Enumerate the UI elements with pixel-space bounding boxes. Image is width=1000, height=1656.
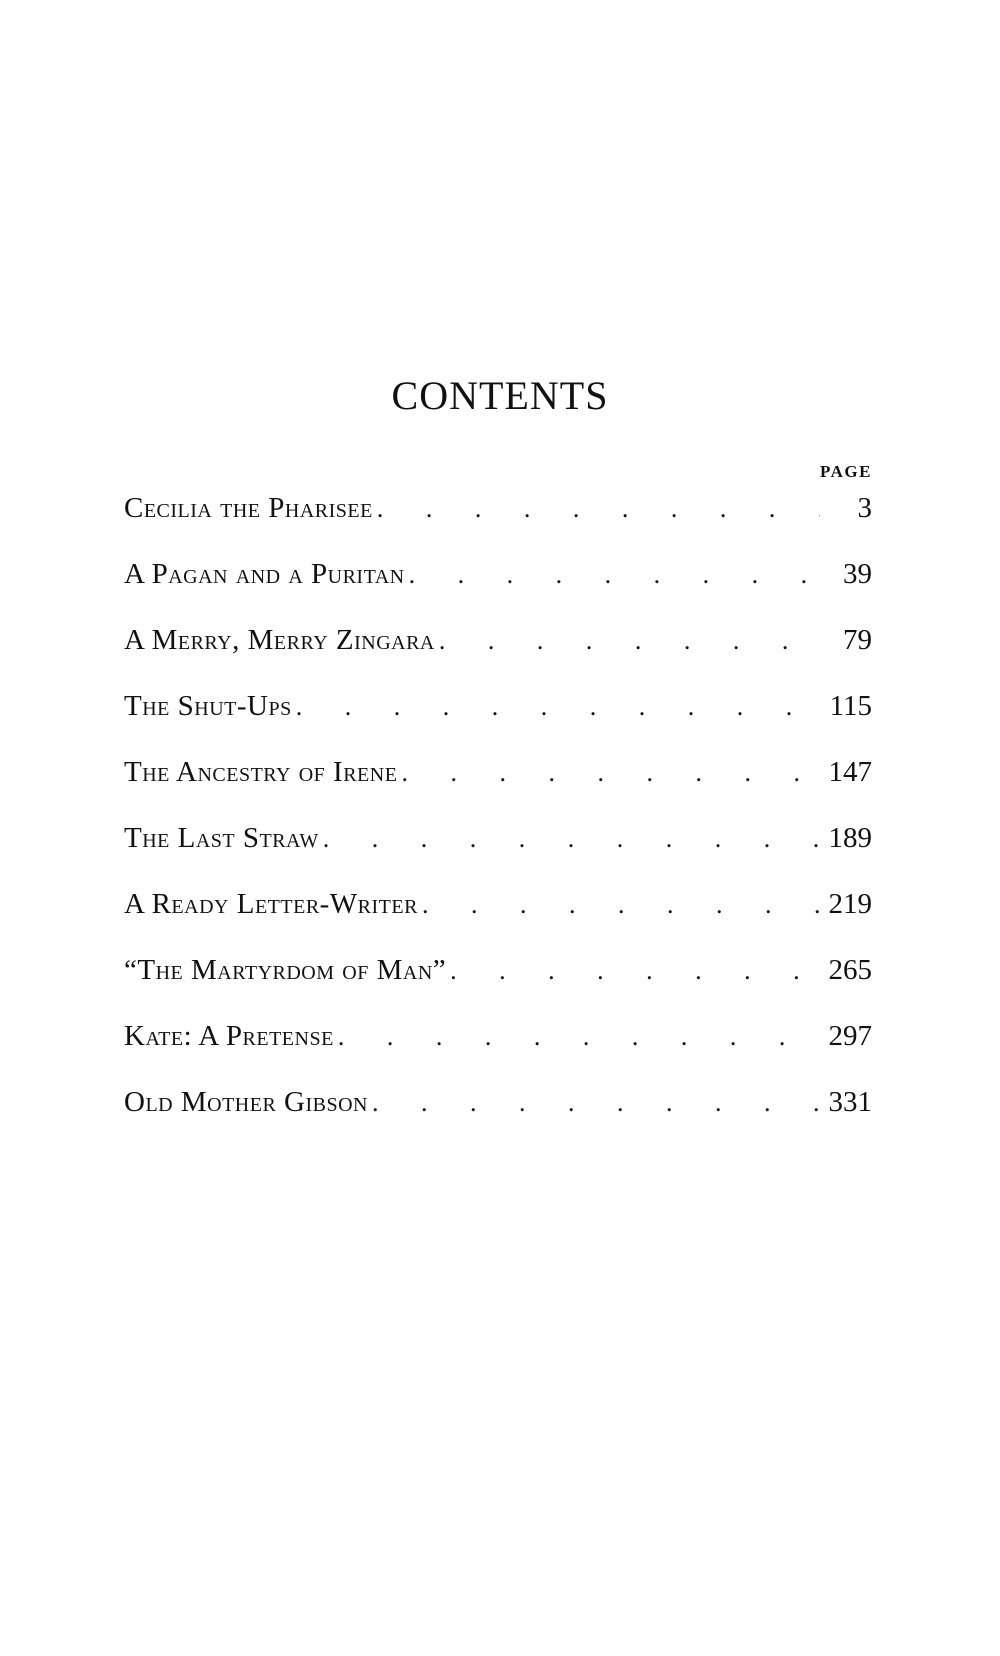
entry-title: Kate: A Pretense <box>124 1020 334 1052</box>
entry-page-number: 189 <box>828 822 872 854</box>
entry-title: The Ancestry of Irene <box>124 756 398 788</box>
contents-heading: CONTENTS <box>391 373 609 418</box>
entry-page-number: 79 <box>843 624 872 656</box>
entry-page-number: 115 <box>829 690 872 722</box>
dot-leader <box>450 949 820 993</box>
toc-entry <box>124 882 872 948</box>
toc-entry <box>124 684 872 750</box>
dot-leader <box>439 619 820 663</box>
entry-title: A Merry, Merry Zingara <box>124 624 435 656</box>
entry-page-number: 297 <box>828 1020 872 1052</box>
toc-entry <box>124 618 872 684</box>
entry-page-number: 39 <box>843 558 872 590</box>
toc-entry <box>124 750 872 816</box>
entry-title: The Last Straw <box>124 822 319 854</box>
entry-page-number: 265 <box>828 954 872 986</box>
toc-entry <box>124 1014 872 1080</box>
entry-page-number: 3 <box>857 492 872 524</box>
table-of-contents <box>124 486 872 1146</box>
toc-entry <box>124 816 872 882</box>
dot-leader <box>323 817 820 861</box>
entry-title: A Pagan and a Puritan <box>124 558 405 590</box>
entry-page-number: 147 <box>828 756 872 788</box>
dot-leader <box>338 1015 820 1059</box>
entry-title: Cecilia the Pharisee <box>124 492 373 524</box>
dot-leader <box>372 1081 820 1125</box>
page-column-label: PAGE <box>820 462 872 481</box>
toc-entry <box>124 948 872 1014</box>
entry-page-number: 219 <box>828 888 872 920</box>
entry-title: The Shut-Ups <box>124 690 292 722</box>
entry-title: “The Martyrdom of Man” <box>124 954 447 986</box>
dot-leader <box>401 751 820 795</box>
dot-leader <box>422 883 820 927</box>
dot-leader <box>377 487 820 531</box>
toc-entry <box>124 1080 872 1146</box>
dot-leader <box>409 553 820 597</box>
toc-entry <box>124 486 872 552</box>
entry-title: Old Mother Gibson <box>124 1086 369 1118</box>
dot-leader <box>296 685 820 729</box>
toc-entry <box>124 552 872 618</box>
entry-title: A Ready Letter-Writer <box>124 888 418 920</box>
entry-page-number: 331 <box>828 1086 872 1118</box>
